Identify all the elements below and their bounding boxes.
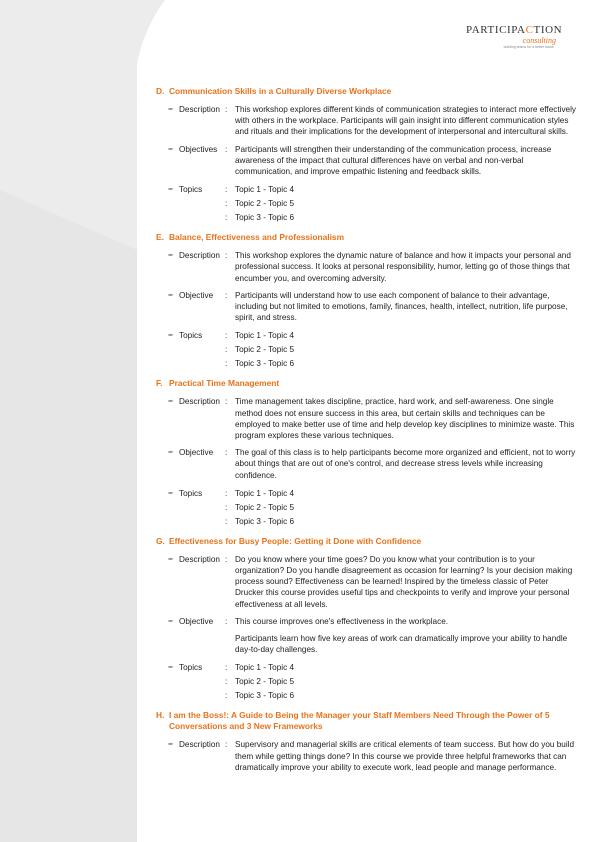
- arrow-right-icon: ➨: [168, 332, 174, 340]
- arrow-right-icon: ➨: [168, 291, 174, 299]
- logo-subtitle: consulting: [522, 36, 556, 45]
- colon: :: [225, 663, 228, 673]
- section-title-text: Practical Time Management: [169, 378, 280, 389]
- section-letter: F.: [156, 378, 163, 389]
- arrow-spacer: [168, 689, 179, 703]
- colon: :: [225, 331, 228, 341]
- colon: :: [225, 251, 228, 261]
- description-label: Description: [179, 251, 220, 261]
- section-title-text: Balance, Effectiveness and Professionalism: [169, 232, 345, 243]
- topic-item: Topic 1 - Topic 4: [235, 331, 295, 341]
- colon: :: [225, 516, 228, 526]
- colon: :: [225, 199, 228, 209]
- arrow-right-icon: ➨: [168, 555, 174, 563]
- section-title: [156, 378, 576, 389]
- colon: :: [225, 677, 228, 687]
- topic-item: Topic 3 - Topic 6: [235, 516, 295, 526]
- objective-text: This course improves one's effectiveness in the workplace.: [235, 616, 449, 626]
- colon: :: [225, 185, 228, 195]
- course-section: [156, 536, 576, 704]
- topic-row: [156, 661, 576, 675]
- description-text: Do you know where your time goes? Do you know what your contribution is to your organization? Do you handle disagreement as occasion for learning? Is your decision making process sound? Effectiveness can be learned! Inspired by the timeless classic of Peter Drucker this course provides useful tips and checkpoints to verify and improve your personal effectiveness at all levels.: [235, 554, 573, 609]
- topic-item: Topic 2 - Topic 5: [235, 677, 295, 687]
- course-section: [156, 710, 576, 773]
- topic-row: [156, 197, 576, 211]
- arrow-spacer: [168, 675, 179, 689]
- section-letter: E.: [156, 232, 164, 243]
- description-row: [156, 554, 576, 610]
- topic-row: [156, 343, 576, 357]
- description-row: [156, 104, 576, 138]
- description-text: Time management takes discipline, practice, hard work, and self-awareness. One single method does not ensure success in this area, but certain skills and techniques can be employed to make better use of time and help develop key disciplines to minimize waste. This program explores these various techniques.: [235, 397, 575, 441]
- arrow-spacer: [168, 515, 179, 529]
- arrow-right-icon: ➨: [168, 664, 174, 672]
- arrow-right-icon: ➨: [168, 106, 174, 113]
- topic-row: [156, 501, 576, 515]
- section-letter: G.: [156, 535, 165, 546]
- topic-item: Topic 2 - Topic 5: [235, 345, 295, 355]
- objective-row: [156, 616, 576, 627]
- topic-row: [156, 689, 576, 703]
- topics-block: [156, 487, 576, 529]
- colon: :: [225, 488, 228, 498]
- objective-row: [156, 144, 576, 178]
- colon: :: [225, 359, 228, 369]
- topics-label: [179, 675, 225, 689]
- objective-label: Objectives: [179, 144, 218, 154]
- course-section: [156, 86, 576, 225]
- description-row: [156, 396, 576, 441]
- course-section: [156, 378, 576, 528]
- topics-label: [179, 211, 225, 225]
- arrow-spacer: [168, 343, 179, 357]
- topic-item: Topic 2 - Topic 5: [235, 199, 295, 209]
- description-label: Description: [179, 397, 220, 407]
- arrow-spacer: [168, 211, 179, 225]
- arrow-spacer: [168, 197, 179, 211]
- topic-row: [156, 357, 576, 371]
- objective-extra-text: Participants learn how five key areas of work can dramatically improve your ability to handle day-to-day challenges.: [235, 634, 568, 655]
- topics-label: Topics: [179, 488, 203, 498]
- arrow-right-icon: ➨: [168, 398, 174, 406]
- colon: :: [225, 213, 228, 223]
- topics-label: Topics: [179, 331, 203, 341]
- topics-label: [179, 197, 225, 211]
- objective-label: Objective: [179, 616, 214, 626]
- colon: :: [225, 290, 228, 300]
- section-title-text: Communication Skills in a Culturally Diverse Workplace: [169, 86, 392, 96]
- course-section: [156, 232, 576, 371]
- arrow-right-icon: ➨: [168, 252, 174, 260]
- topic-item: Topic 2 - Topic 5: [235, 502, 295, 512]
- section-letter: D.: [156, 86, 165, 96]
- topics-label: [179, 357, 225, 371]
- description-label: Description: [179, 554, 220, 564]
- arrow-right-icon: ➨: [168, 489, 174, 497]
- topic-item: Topic 3 - Topic 6: [235, 213, 295, 223]
- objective-row: [156, 290, 576, 324]
- topics-label: [179, 343, 225, 357]
- arrow-right-icon: ➨: [168, 617, 174, 625]
- colon: :: [225, 345, 228, 355]
- arrow-right-icon: ➨: [168, 449, 174, 457]
- topics-label: [179, 515, 225, 529]
- topic-row: [156, 183, 576, 197]
- topic-item: Topic 3 - Topic 6: [235, 359, 295, 369]
- objective-row: [156, 447, 576, 481]
- colon: :: [225, 740, 228, 750]
- topic-item: Topic 3 - Topic 6: [235, 691, 295, 701]
- section-title: [156, 536, 576, 547]
- objective-label: Objective: [179, 448, 214, 458]
- logo-wordmark: PARTICIPACTION: [466, 24, 563, 36]
- colon: :: [225, 144, 228, 154]
- colon: :: [225, 397, 228, 407]
- logo-tagline: building teams for a better future: [503, 45, 554, 49]
- topic-item: Topic 1 - Topic 4: [235, 185, 295, 195]
- topic-row: [156, 211, 576, 225]
- colon: :: [225, 502, 228, 512]
- arrow-spacer: [168, 357, 179, 371]
- section-letter: H.: [156, 710, 165, 721]
- section-title: [156, 86, 576, 97]
- topic-row: [156, 487, 576, 501]
- colon: :: [225, 554, 228, 564]
- topics-label: Topics: [179, 663, 203, 673]
- description-label: Description: [179, 105, 220, 114]
- section-title-text: Effectiveness for Busy People: Getting it Done with Confidence: [169, 535, 422, 546]
- description-text: Supervisory and managerial skills are critical elements of team success. But how do you build them while getting things done? In this course we provide three helpful frameworks that can dramatically improve your ability to execute work, lead people and manage performance.: [235, 740, 575, 772]
- colon: :: [225, 691, 228, 701]
- description-label: Description: [179, 740, 220, 750]
- colon: :: [225, 105, 228, 114]
- section-title: [156, 232, 576, 243]
- topic-row: [156, 329, 576, 343]
- topic-row: [156, 675, 576, 689]
- description-text: This workshop explores different kinds of communication strategies to interact more effectively with others in the workplace. Participants will gain insight into different communication styles and rituals and their implications for the development of interpersonal and intercultural skills.: [235, 105, 577, 137]
- topic-item: Topic 1 - Topic 4: [235, 488, 295, 498]
- colon: :: [225, 448, 228, 458]
- topic-row: [156, 515, 576, 529]
- arrow-right-icon: ➨: [168, 741, 174, 749]
- topic-item: Topic 1 - Topic 4: [235, 663, 295, 673]
- participaction-logo: [466, 24, 576, 60]
- objective-text: The goal of this class is to help participants become more organized and efficient, not to worry about things that are out of one's control, and decrease stress levels while increasing confidence.: [235, 448, 576, 480]
- description-text: This workshop explores the dynamic nature of balance and how it impacts your personal and professional success. It looks at personal responsibility, humor, letting go of those things that encumber you, and overcoming adversity.: [235, 251, 571, 283]
- topics-block: [156, 661, 576, 703]
- topics-label: [179, 689, 225, 703]
- description-row: [156, 739, 576, 773]
- description-row: [156, 250, 576, 284]
- objective-text: Participants will strengthen their understanding of the communication process, increase awareness of the impact that cultural differences have on verbal and non-verbal communication, and improve empathic listening and feedback skills.: [235, 144, 552, 177]
- topics-label: Topics: [179, 185, 203, 195]
- section-title-text: I am the Boss!: A Guide to Being the Manager your Staff Members Need Through the Power of 5 Conversations and 3 New Frameworks: [169, 710, 550, 732]
- arrow-right-icon: ➨: [168, 145, 174, 153]
- topics-label: [179, 501, 225, 515]
- section-title: [156, 710, 576, 732]
- course-list: [156, 86, 576, 779]
- colon: :: [225, 616, 228, 626]
- objective-label: Objective: [179, 290, 214, 300]
- objective-text: Participants will understand how to use each component of balance to their advantage, including but not limited to emotions, family, finances, health, intellect, nutrition, life purpose, spirit, and stress.: [235, 290, 568, 323]
- topics-block: [156, 183, 576, 225]
- arrow-spacer: [168, 501, 179, 515]
- arrow-right-icon: ➨: [168, 186, 174, 194]
- topics-block: [156, 329, 576, 371]
